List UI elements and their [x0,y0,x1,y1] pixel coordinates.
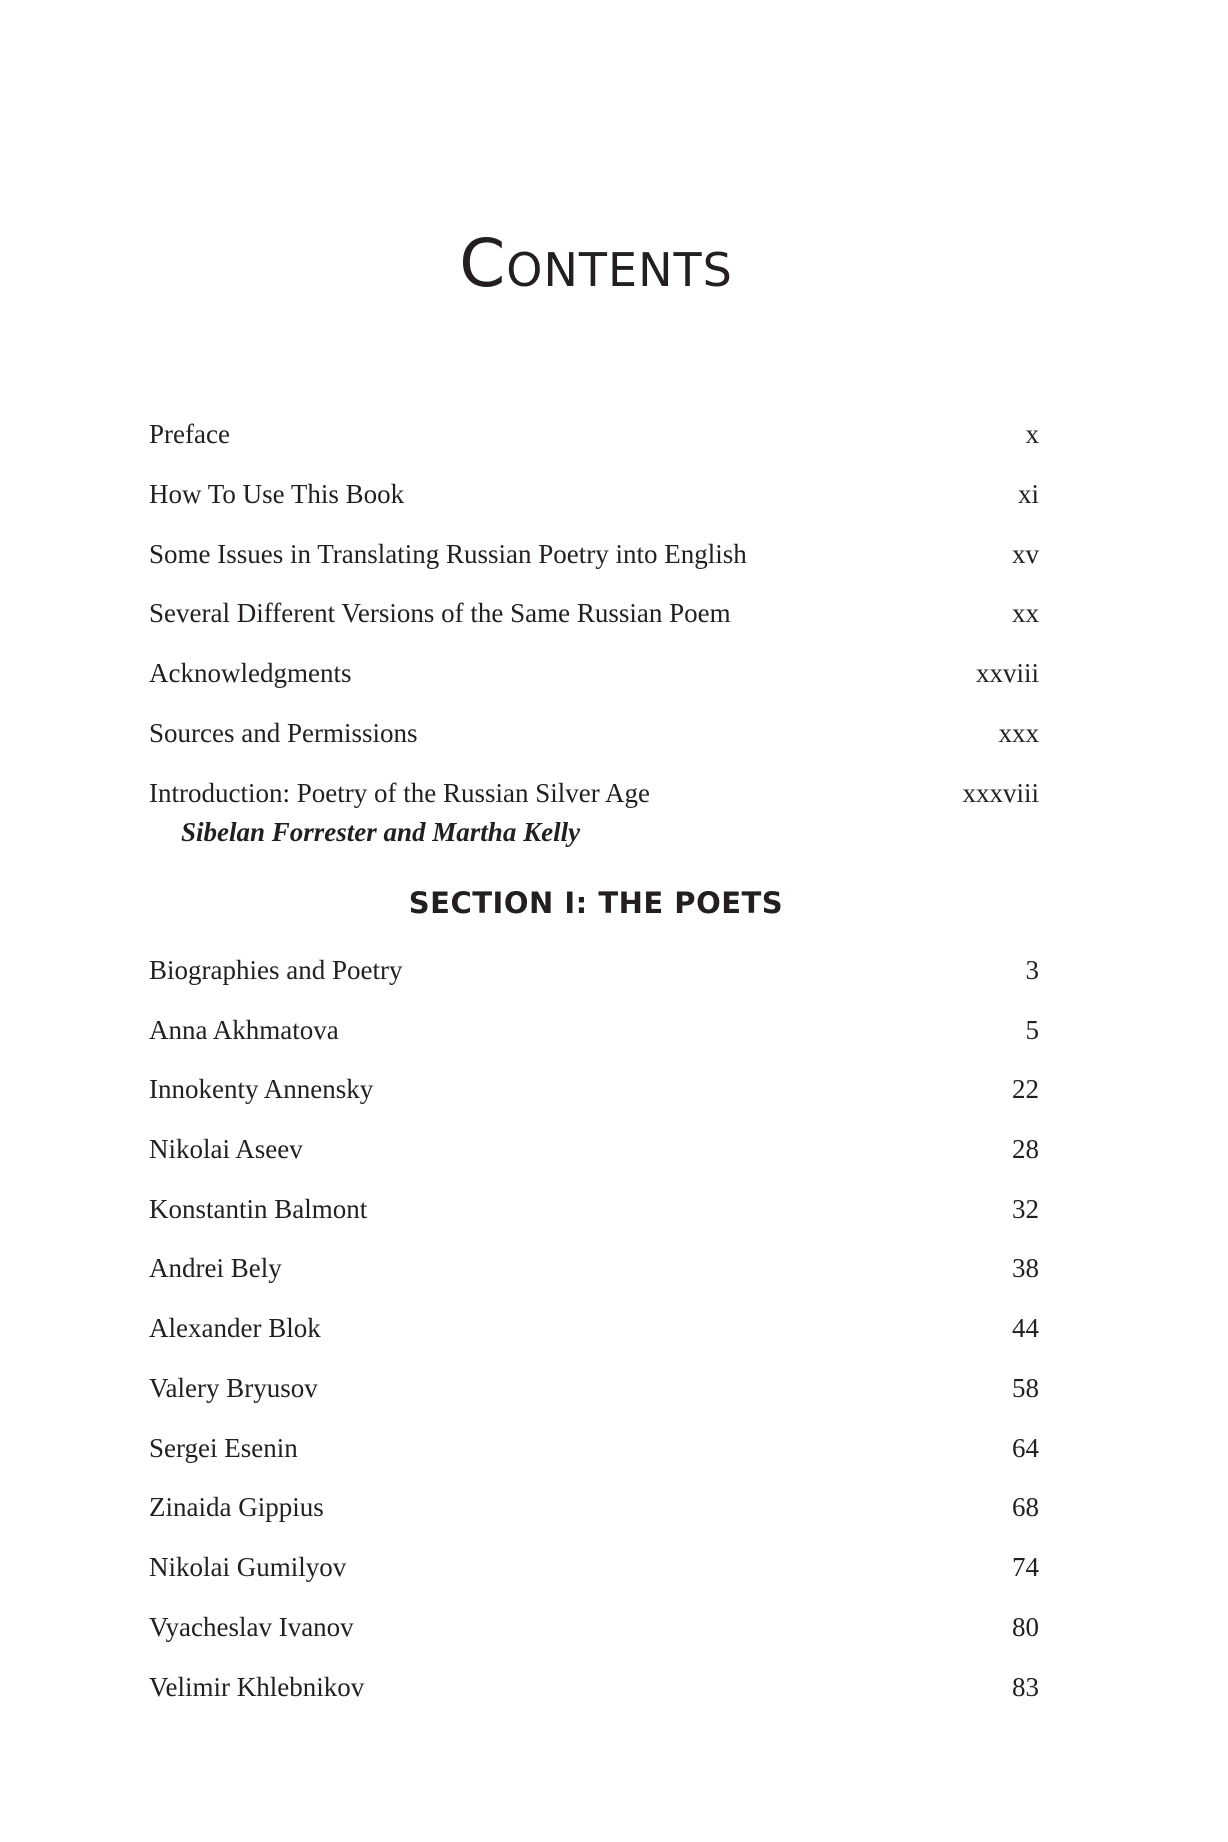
toc-entry[interactable] [149,1610,1039,1644]
toc-entry-page: xx [1012,598,1039,628]
toc-entry-label: Andrei Bely [149,1253,282,1283]
toc-entry-page: xv [1012,539,1039,569]
toc-entry-page: xxx [998,718,1039,748]
toc-entry[interactable] [149,656,1039,690]
toc-entry-page: 44 [1012,1313,1039,1343]
toc-entry[interactable] [149,1251,1039,1285]
toc-entry-page: 32 [1012,1194,1039,1224]
toc-entry-page: 38 [1012,1253,1039,1283]
toc-entry-label: Nikolai Aseev [149,1134,303,1164]
toc-entry[interactable] [149,596,1039,630]
toc-entry[interactable] [149,477,1039,511]
toc-entry-label: Valery Bryusov [149,1373,318,1403]
toc-entry[interactable] [149,1431,1039,1465]
toc-entry[interactable] [149,716,1039,750]
toc-entry-page: xxviii [975,658,1039,688]
toc-entry-page: xxxviii [962,778,1039,808]
toc-entry-label: Acknowledgments [149,658,352,688]
toc-entry-page: 22 [1012,1074,1039,1104]
toc-entry[interactable] [149,1490,1039,1524]
toc-entry-label: Velimir Khlebnikov [149,1672,365,1702]
toc-entry-page: 80 [1012,1612,1039,1642]
page-title: Contents [459,225,733,302]
toc-entry-label: Several Different Versions of the Same Russian Poem [149,598,731,628]
toc-entry[interactable] [149,953,1039,987]
toc-entry-label: How To Use This Book [149,479,405,509]
toc-entry-label: Biographies and Poetry [149,955,403,985]
toc-entry-page: xi [1017,479,1039,509]
toc-entry[interactable] [149,417,1039,451]
toc-entry[interactable] [149,1013,1039,1047]
toc-entry-label: Konstantin Balmont [149,1194,368,1224]
toc-entry-author: Sibelan Forrester and Martha Kelly [181,817,581,847]
toc-entry-label: Innokenty Annensky [149,1074,374,1104]
toc-entry-page: 64 [1012,1433,1039,1463]
toc-entry-page: 83 [1012,1672,1039,1702]
toc-entry-label: Zinaida Gippius [149,1492,324,1522]
toc-entry-page: 68 [1012,1492,1039,1522]
toc-entry-page: 28 [1012,1134,1039,1164]
toc-entry-page: 74 [1012,1552,1039,1582]
toc-entry[interactable] [149,776,1039,810]
toc-entry-label: Vyacheslav Ivanov [149,1612,354,1642]
toc-entry-page: x [1025,419,1039,449]
toc-entry[interactable] [149,537,1039,571]
toc-entry-label: Introduction: Poetry of the Russian Silver Age [149,778,650,808]
toc-entry-label: Nikolai Gumilyov [149,1552,347,1582]
toc-entry-page: 5 [1025,1015,1039,1045]
toc-entry[interactable] [149,1311,1039,1345]
toc-entry-label: Some Issues in Translating Russian Poetry into English [149,539,747,569]
section-heading: SECTION I: THE POETS [408,886,784,920]
toc-entry-label: Sergei Esenin [149,1433,298,1463]
toc-entry-label: Sources and Permissions [149,718,418,748]
toc-entry-label: Preface [149,419,230,449]
toc-entry[interactable] [149,1192,1039,1226]
toc-entry-page: 3 [1025,955,1039,985]
toc-entry-label: Anna Akhmatova [149,1015,339,1045]
toc-entry-label: Alexander Blok [149,1313,321,1343]
toc-entry[interactable] [149,1132,1039,1166]
toc-entry-page: 58 [1012,1373,1039,1403]
toc-entry[interactable] [149,1371,1039,1405]
toc-entry[interactable] [149,1550,1039,1584]
toc-entry[interactable] [149,1072,1039,1106]
toc-entry[interactable] [149,1670,1039,1704]
